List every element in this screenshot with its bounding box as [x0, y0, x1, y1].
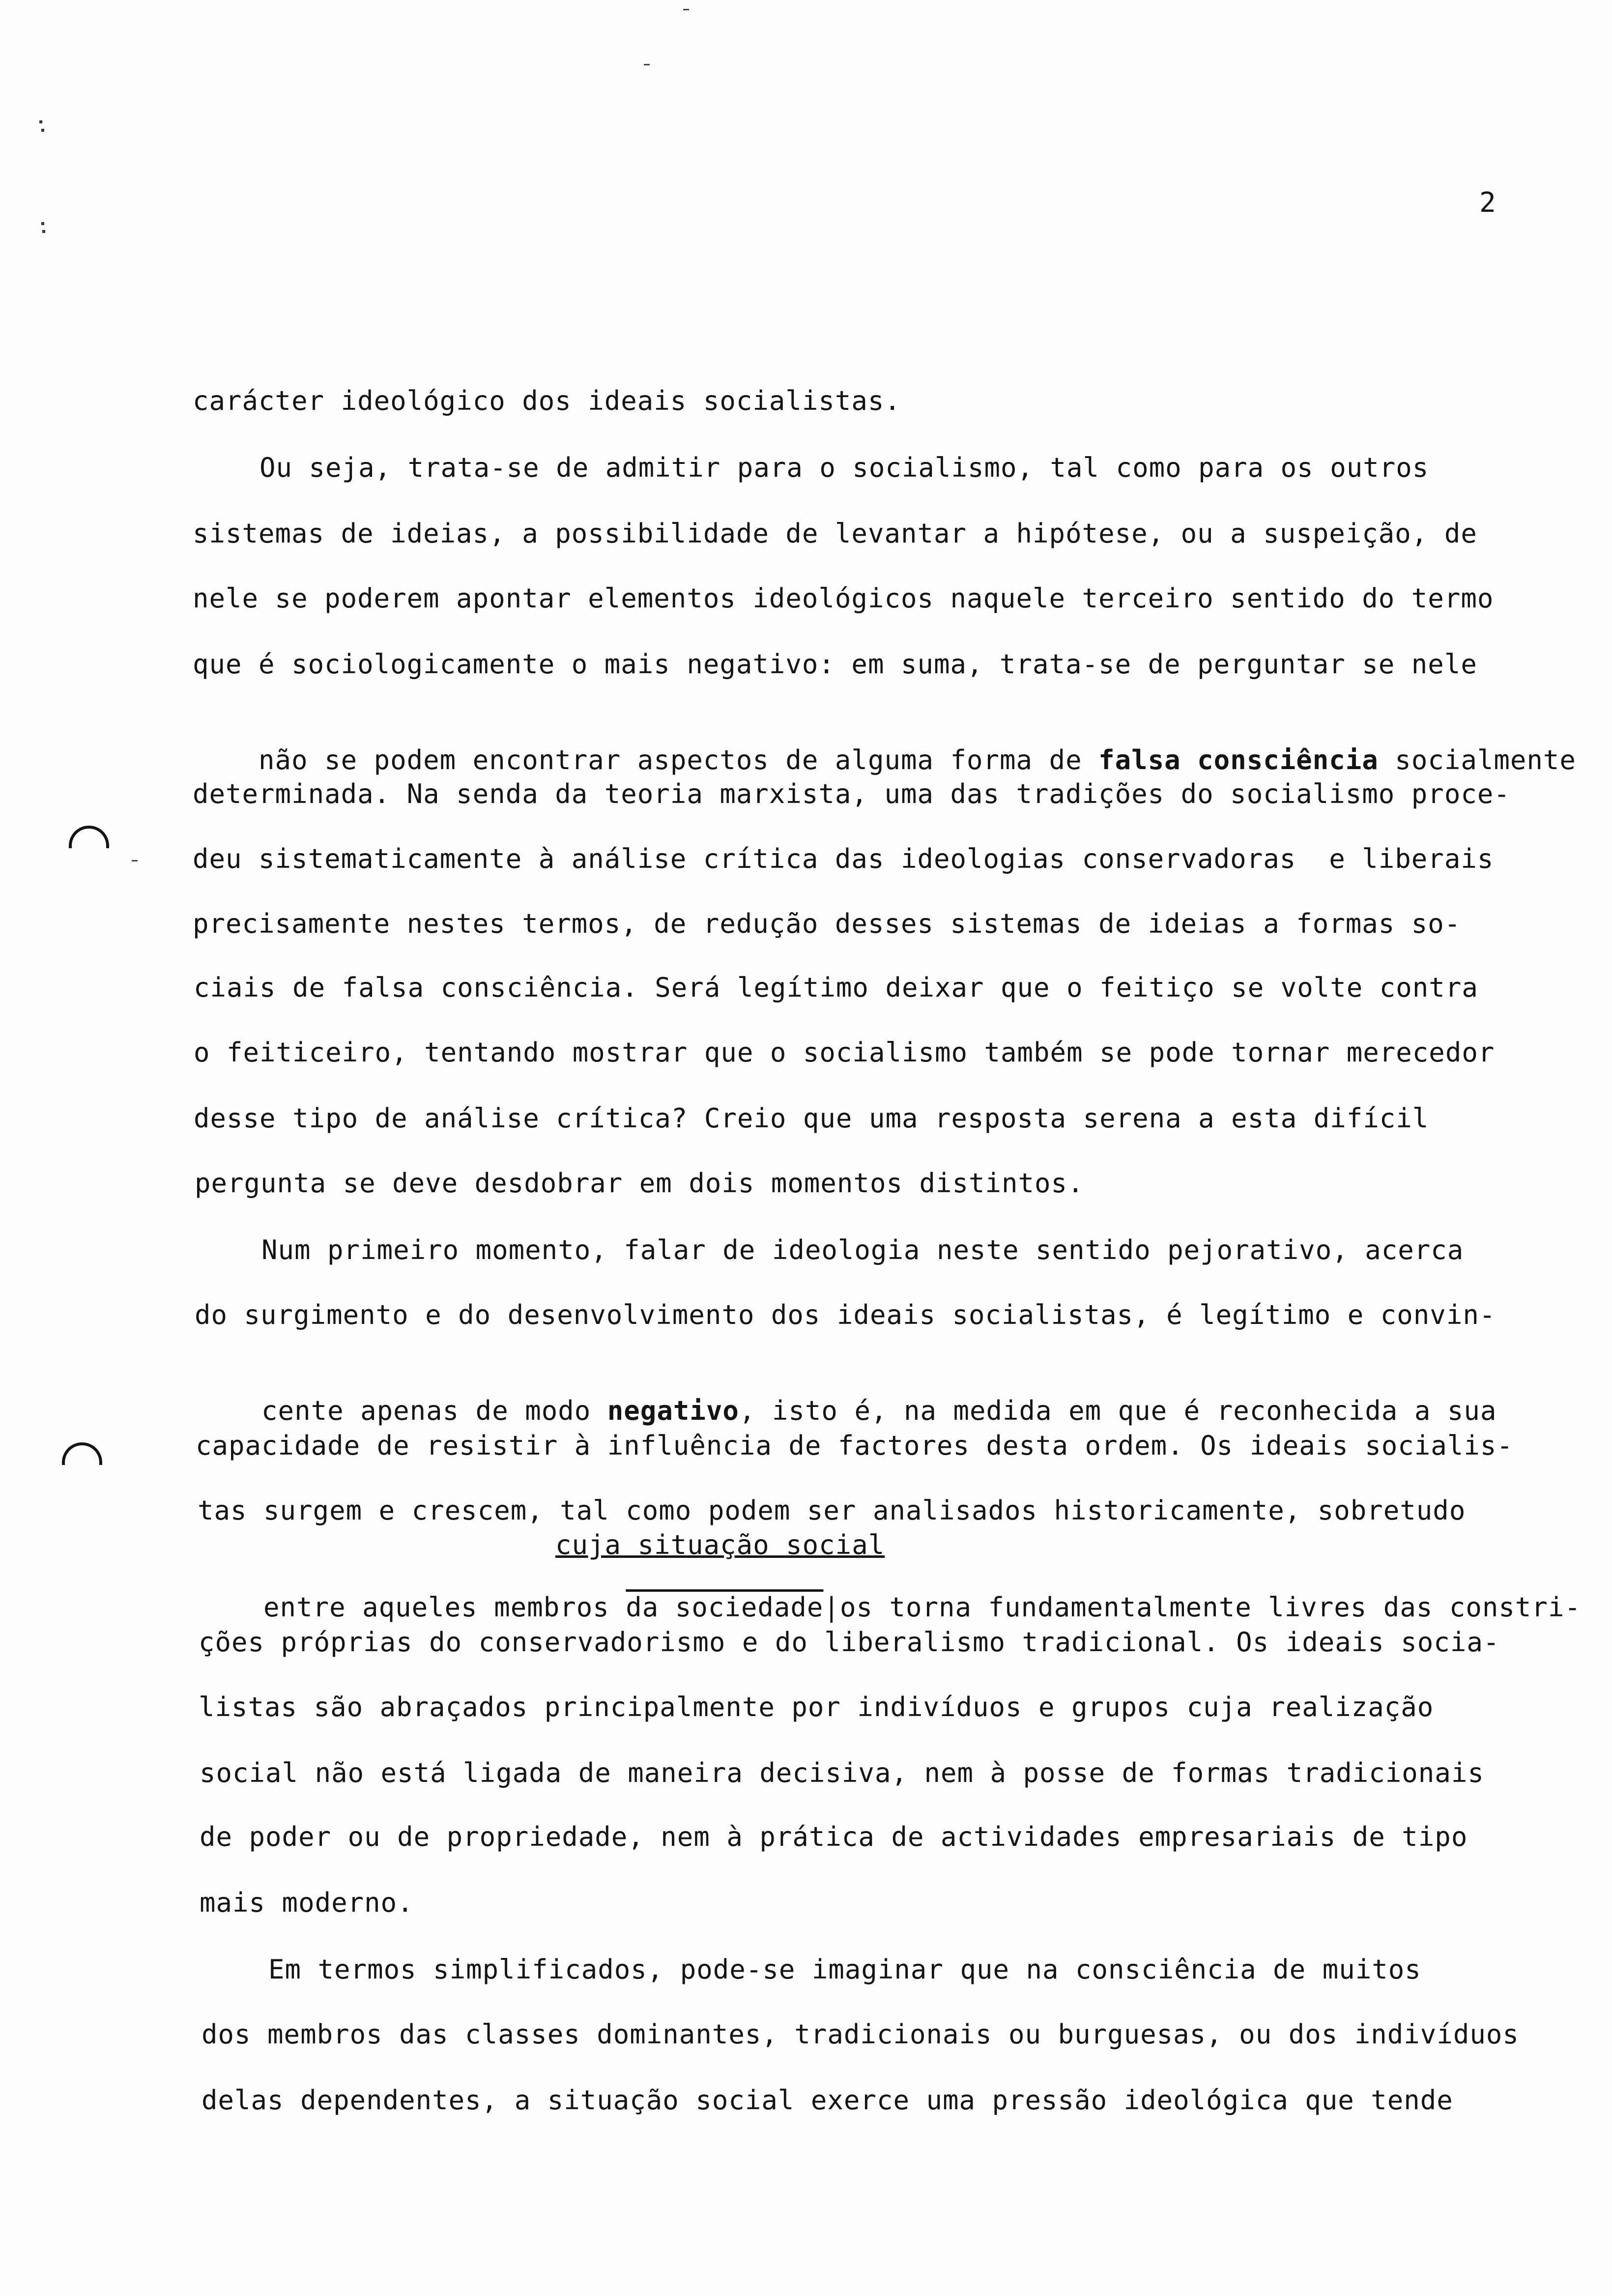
text-line: mais moderno.	[200, 1887, 414, 1918]
text-line: que é sociologicamente o mais negativo: em suma, trata-se de perguntar se nele	[193, 649, 1477, 680]
margin-dash-mark	[132, 860, 138, 861]
text-line: deu sistematicamente à análise crítica das ideologias conservadoras e liberais	[193, 843, 1494, 874]
text-line: Em termos simplificados, pode-se imaginar que na consciência de muitos	[268, 1954, 1421, 1985]
text-line: delas dependentes, a situação social exerce uma pressão ideológica que tende	[202, 2085, 1453, 2116]
text-line: sistemas de ideias, a possibilidade de levantar a hipótese, ou a suspeição, de	[193, 518, 1477, 549]
text-line: determinada. Na senda da teoria marxista, uma das tradições do socialismo proce-	[193, 778, 1510, 809]
text-line: o feiticeiro, tentando mostrar que o socialismo também se pode tornar merecedor	[194, 1037, 1495, 1068]
emphasis-negativo: negativo	[607, 1395, 739, 1426]
scan-artifact	[41, 129, 44, 132]
text-segment: os torna fundamentalmente livres das constri-	[839, 1592, 1581, 1623]
text-segment: cente apenas de modo	[261, 1395, 607, 1426]
text-segment: socialmente	[1378, 745, 1576, 775]
scan-artifact	[683, 9, 689, 10]
margin-bracket-mark	[62, 1442, 102, 1465]
text-line: ções próprias do conservadorismo e do liberalismo tradicional. Os ideais socia-	[199, 1627, 1500, 1658]
text-line: social não está ligada de maneira decisiva, nem à posse de formas tradicionais	[200, 1757, 1484, 1788]
text-line: dos membros das classes dominantes, tradicionais ou burguesas, ou dos indivíduos	[202, 2019, 1519, 2050]
text-line: desse tipo de análise crítica? Creio que uma resposta serena a esta difícil	[194, 1103, 1429, 1134]
text-line: Num primeiro momento, falar de ideologia neste sentido pejorativo, acerca	[261, 1234, 1464, 1265]
text-segment: entre aqueles membros	[263, 1592, 626, 1623]
text-line: Ou seja, trata-se de admitir para o socialismo, tal como para os outros	[259, 452, 1429, 483]
scan-artifact	[39, 120, 42, 123]
text-line: nele se poderem apontar elementos ideológicos naquele terceiro sentido do termo	[193, 583, 1494, 614]
text-line: pergunta se deve desdobrar em dois momentos distintos.	[195, 1168, 1084, 1199]
text-line: tas surgem e crescem, tal como podem ser analisados historicamente, sobretudo	[198, 1495, 1466, 1526]
text-line: precisamente nestes termos, de redução desses sistemas de ideias a formas so-	[193, 908, 1461, 939]
page-number: 2	[1479, 187, 1496, 219]
insertion-caret: |	[823, 1592, 840, 1623]
text-line: carácter ideológico dos ideais socialistas.	[193, 385, 901, 416]
text-line: capacidade de resistir à influência de factores desta ordem. Os ideais socialis-	[196, 1430, 1513, 1461]
text-segment: não se podem encontrar aspectos de alguma forma de	[259, 745, 1099, 775]
handwritten-insertion: cuja situação social	[555, 1529, 885, 1560]
margin-bracket-mark	[69, 826, 109, 848]
scan-artifact	[644, 64, 650, 65]
emphasis-falsa-consciencia: falsa consciência	[1098, 745, 1379, 775]
underlined-segment: da sociedade	[626, 1592, 824, 1623]
scan-artifact	[41, 222, 44, 225]
text-line: de poder ou de propriedade, nem à prática de actividades empresariais de tipo	[200, 1821, 1468, 1852]
text-line: listas são abraçados principalmente por indivíduos e grupos cuja realização	[199, 1692, 1434, 1722]
text-segment: , isto é, na medida em que é reconhecida a sua	[739, 1395, 1497, 1426]
text-line: do surgimento e do desenvolvimento dos ideais socialistas, é legítimo e convin-	[195, 1299, 1496, 1330]
text-line: ciais de falsa consciência. Será legítimo deixar que o feitiço se volte contra	[194, 972, 1478, 1003]
scan-artifact	[42, 230, 45, 233]
